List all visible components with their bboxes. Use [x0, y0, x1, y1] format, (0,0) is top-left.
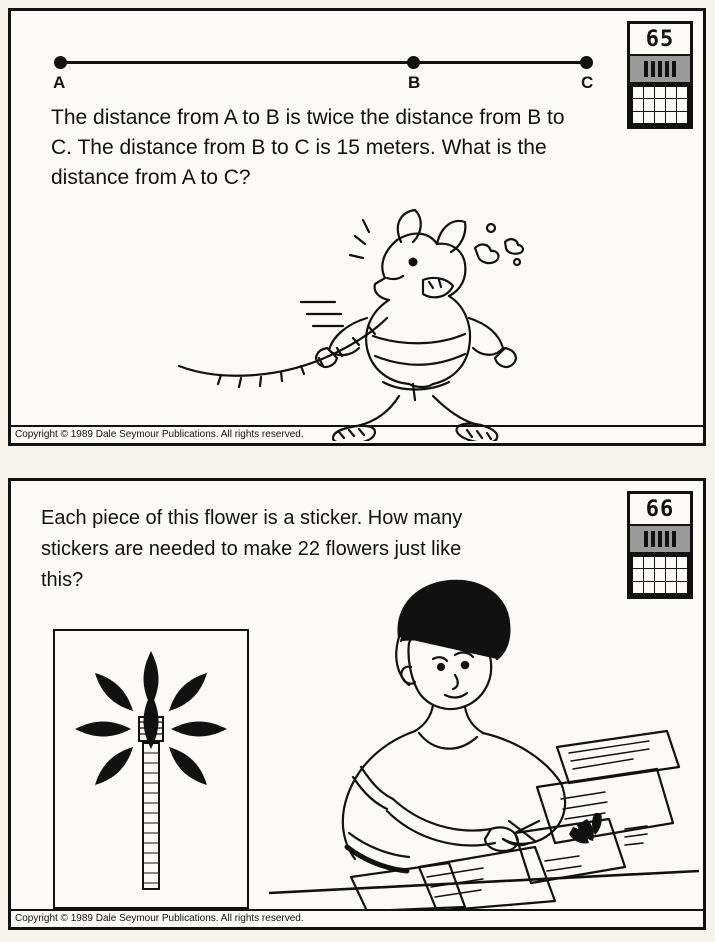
point-a-dot — [54, 56, 67, 69]
flower-diagram — [55, 631, 247, 907]
flower-sticker-panel — [53, 629, 249, 909]
badge-grid-icon — [630, 554, 690, 596]
running-mouse-illustration — [161, 206, 581, 441]
problem-number-label: 65 — [630, 24, 690, 56]
question-text-65: The distance from A to B is twice the distance from B to C. The distance from B to C is 15 meters. What is the distance from A to C? — [51, 106, 565, 189]
point-c-dot — [580, 56, 593, 69]
child-cutting-stickers-illustration — [269, 571, 699, 911]
badge-bars-icon — [630, 526, 690, 554]
copyright-notice-65: Copyright © 1989 Dale Seymour Publications. All rights reserved. — [11, 425, 703, 443]
problem-number-badge-65 — [627, 21, 693, 129]
point-b-dot — [407, 56, 420, 69]
badge-bars-icon — [630, 56, 690, 84]
problem-number-badge-66 — [627, 491, 693, 599]
badge-grid-icon — [630, 84, 690, 126]
problem-card-66 — [8, 478, 706, 930]
segment-line — [59, 61, 589, 64]
problem-card-65 — [8, 8, 706, 446]
problem-number-label: 66 — [630, 494, 690, 526]
copyright-notice-66: Copyright © 1989 Dale Seymour Publications. All rights reserved. — [11, 909, 703, 927]
number-line-diagram — [51, 47, 594, 93]
question-text-66: Each piece of this flower is a sticker. How many stickers are needed to make 22 flowers just like this? — [41, 507, 463, 591]
point-b-label: B — [408, 73, 421, 92]
point-c-label: C — [581, 73, 594, 92]
point-a-label: A — [53, 73, 66, 92]
